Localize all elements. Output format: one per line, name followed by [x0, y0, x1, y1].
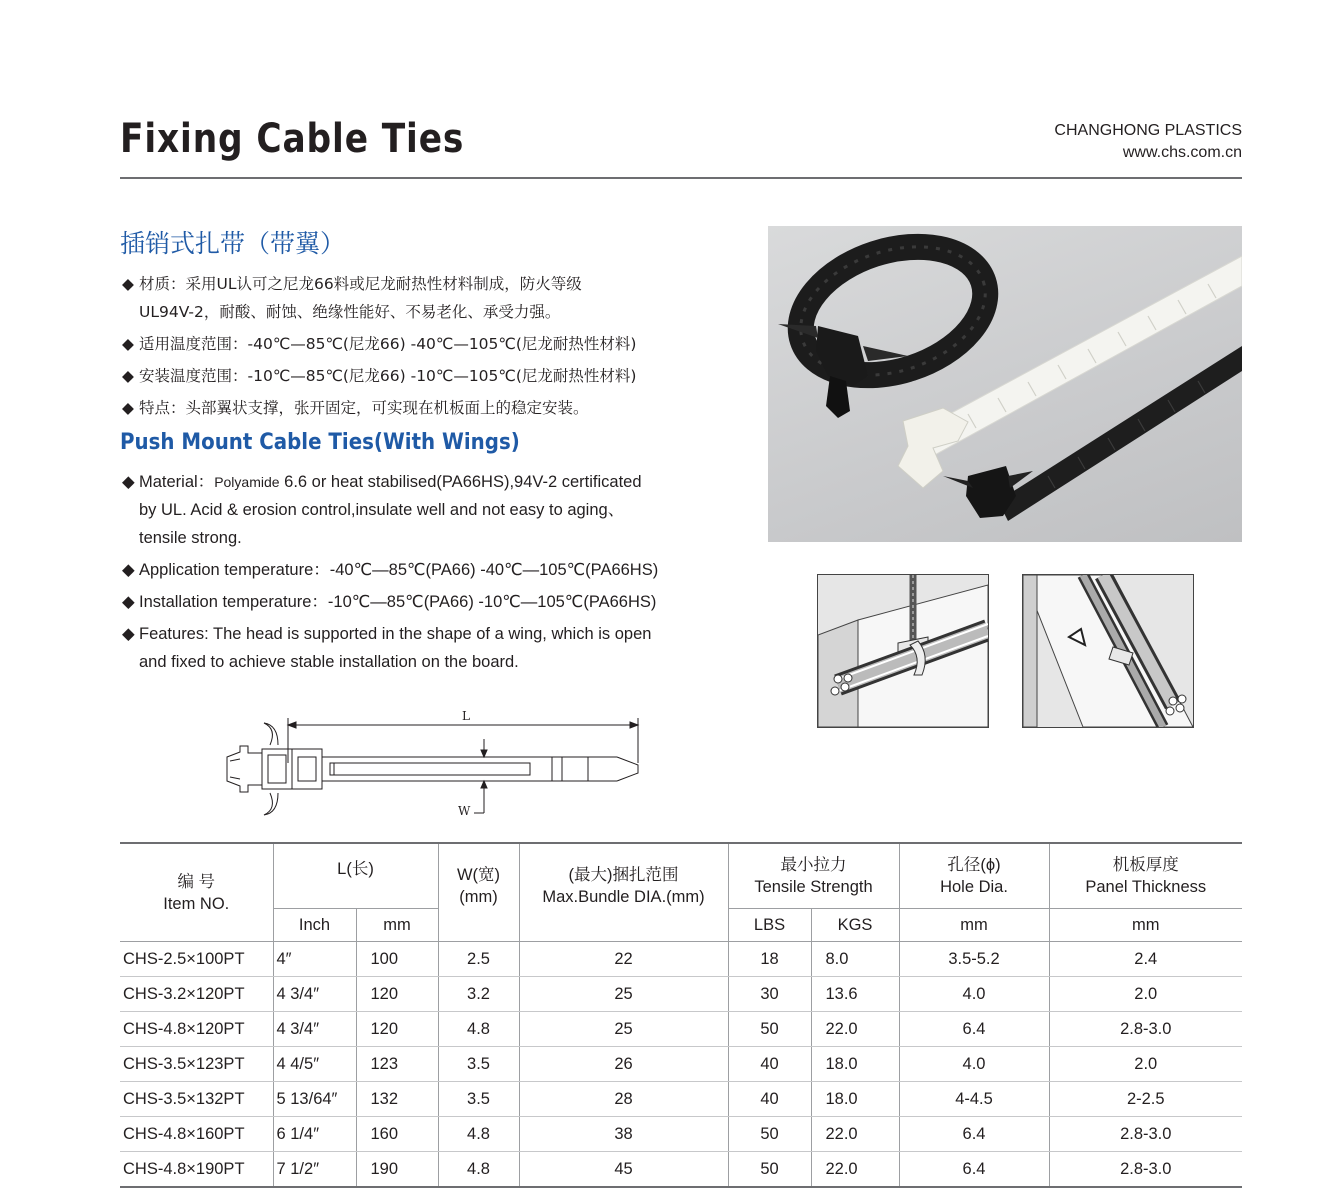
cell-hole: 3.5-5.2 — [899, 942, 1049, 977]
cell-bundle: 38 — [519, 1117, 728, 1152]
cell-hole: 4.0 — [899, 977, 1049, 1012]
cell-hole: 4-4.5 — [899, 1082, 1049, 1117]
cell-inch: 4 4/5″ — [273, 1047, 356, 1082]
material-label: Material： — [139, 473, 215, 491]
cell-item-no: CHS-3.5×123PT — [120, 1047, 273, 1082]
cell-mm: 190 — [356, 1152, 438, 1188]
spec-table-body — [120, 942, 1242, 1188]
cn-item-application-temp — [122, 330, 742, 358]
cell-width: 3.5 — [438, 1047, 519, 1082]
header-text: Tensile Strength — [754, 878, 873, 896]
header-width — [438, 843, 519, 942]
header-hole — [899, 843, 1049, 909]
material-small: Polyamide — [214, 474, 280, 490]
installation-illustration-side — [1022, 574, 1194, 728]
cell-bundle: 25 — [519, 977, 728, 1012]
cell-kgs: 13.6 — [811, 977, 899, 1012]
cell-mm: 160 — [356, 1117, 438, 1152]
cell-inch: 7 1/2″ — [273, 1152, 356, 1188]
cell-mm: 120 — [356, 977, 438, 1012]
cell-item-no: CHS-4.8×160PT — [120, 1117, 273, 1152]
cell-width: 3.5 — [438, 1082, 519, 1117]
cell-panel: 2.0 — [1049, 977, 1242, 1012]
table-row — [120, 942, 1242, 977]
cn-item-text: UL94V-2，耐酸、耐蚀、绝缘性能好、不易老化、承受力强。 — [139, 303, 561, 321]
header-text: 最小拉力 — [780, 856, 847, 874]
header-text: Panel Thickness — [1085, 878, 1207, 896]
length-label: L — [462, 709, 470, 723]
cell-item-no: CHS-3.2×120PT — [120, 977, 273, 1012]
cell-inch: 4 3/4″ — [273, 977, 356, 1012]
en-heading: Push Mount Cable Ties(With Wings) — [120, 430, 520, 455]
installation-side-drawing — [1023, 575, 1193, 727]
page-title: Fixing Cable Ties — [120, 116, 465, 162]
cell-panel: 2.8-3.0 — [1049, 1117, 1242, 1152]
cell-mm: 120 — [356, 1012, 438, 1047]
cell-panel: 2.8-3.0 — [1049, 1152, 1242, 1188]
cn-heading: 插销式扎带（带翼） — [120, 229, 346, 258]
cell-lbs: 50 — [728, 1117, 811, 1152]
header-item-no — [120, 843, 273, 942]
diamond-bullet-icon: ◆ — [122, 399, 134, 417]
cn-item-text: 特点：头部翼状支撑，张开固定，可实现在机板面上的稳定安装。 — [139, 399, 589, 417]
cell-width: 3.2 — [438, 977, 519, 1012]
cell-hole: 4.0 — [899, 1047, 1049, 1082]
cell-kgs: 22.0 — [811, 1152, 899, 1188]
en-item-application-temp — [122, 556, 752, 584]
cell-item-no: CHS-2.5×100PT — [120, 942, 273, 977]
diamond-bullet-icon: ◆ — [122, 473, 135, 491]
cell-bundle: 25 — [519, 1012, 728, 1047]
header-text: Hole Dia. — [940, 878, 1008, 896]
header-text: 机板厚度 — [1112, 856, 1179, 874]
table-row — [120, 1152, 1242, 1188]
cell-kgs: 18.0 — [811, 1047, 899, 1082]
cell-kgs: 22.0 — [811, 1012, 899, 1047]
website: www.chs.com.cn — [1122, 144, 1242, 161]
cell-bundle: 22 — [519, 942, 728, 977]
table-row — [120, 977, 1242, 1012]
cell-inch: 4 3/4″ — [273, 1012, 356, 1047]
en-item-text: and fixed to achieve stable installation on the board. — [139, 653, 519, 671]
cell-panel: 2.8-3.0 — [1049, 1012, 1242, 1047]
cn-item-material — [122, 270, 742, 326]
en-feature-list — [122, 468, 752, 680]
cell-lbs: 50 — [728, 1012, 811, 1047]
table-row — [120, 1012, 1242, 1047]
en-item-text — [139, 468, 752, 496]
header-text: (最大)捆扎范围 — [568, 866, 679, 884]
width-label: W — [458, 804, 471, 818]
cn-item-text: 材质：采用UL认可之尼龙66料或尼龙耐热性材料制成，防火等级 — [139, 275, 582, 293]
material-rest: 6.6 or heat stabilised(PA66HS),94V-2 certificated — [279, 473, 642, 491]
header-divider — [120, 177, 1242, 179]
cell-width: 4.8 — [438, 1012, 519, 1047]
header-tensile — [728, 843, 899, 909]
header-lbs: LBS — [728, 909, 811, 942]
header-text: 孔径(ϕ) — [947, 856, 1001, 874]
cell-lbs: 40 — [728, 1047, 811, 1082]
cell-item-no: CHS-4.8×190PT — [120, 1152, 273, 1188]
cell-mm: 100 — [356, 942, 438, 977]
cell-lbs: 30 — [728, 977, 811, 1012]
header-text: Max.Bundle DIA.(mm) — [542, 888, 705, 906]
diamond-bullet-icon: ◆ — [122, 367, 134, 385]
en-item-text: Installation temperature：-10℃—85℃(PA66) -10℃—105℃(PA66HS) — [139, 593, 657, 611]
cell-inch: 6 1/4″ — [273, 1117, 356, 1152]
cn-feature-list — [122, 270, 742, 426]
installation-illustration-front — [817, 574, 989, 728]
diamond-bullet-icon: ◆ — [122, 593, 135, 611]
en-item-text: by UL. Acid & erosion control,insulate well and not easy to aging、 — [139, 501, 625, 519]
cell-mm: 132 — [356, 1082, 438, 1117]
cell-panel: 2-2.5 — [1049, 1082, 1242, 1117]
cable-ties-illustration — [768, 226, 1242, 542]
header-panel-unit: mm — [1049, 909, 1242, 942]
product-photo — [768, 226, 1242, 542]
cable-tie-dimension-drawing — [222, 705, 642, 823]
cell-lbs: 50 — [728, 1152, 811, 1188]
cn-item-features — [122, 394, 742, 422]
cell-item-no: CHS-3.5×132PT — [120, 1082, 273, 1117]
cn-item-install-temp — [122, 362, 742, 390]
header-mm: mm — [356, 909, 438, 942]
cell-panel: 2.4 — [1049, 942, 1242, 977]
header-inch: Inch — [273, 909, 356, 942]
diamond-bullet-icon: ◆ — [122, 625, 135, 643]
cell-kgs: 18.0 — [811, 1082, 899, 1117]
cell-item-no: CHS-4.8×120PT — [120, 1012, 273, 1047]
cell-kgs: 8.0 — [811, 942, 899, 977]
header-bundle — [519, 843, 728, 942]
cell-bundle: 26 — [519, 1047, 728, 1082]
header-length: L(长) — [273, 843, 438, 909]
cn-item-text: 安装温度范围：-10℃—85℃(尼龙66) -10℃—105℃(尼龙耐热性材料) — [139, 367, 637, 385]
en-item-text: tensile strong. — [139, 529, 242, 547]
cn-item-text: 适用温度范围：-40℃—85℃(尼龙66) -40℃—105℃(尼龙耐热性材料) — [139, 335, 637, 353]
cell-hole: 6.4 — [899, 1152, 1049, 1188]
cell-bundle: 28 — [519, 1082, 728, 1117]
cell-bundle: 45 — [519, 1152, 728, 1188]
header-text: Item NO. — [163, 894, 230, 913]
header-hole-unit: mm — [899, 909, 1049, 942]
cell-lbs: 40 — [728, 1082, 811, 1117]
cell-kgs: 22.0 — [811, 1117, 899, 1152]
header-text: W(宽) — [456, 866, 501, 884]
cell-inch: 4″ — [273, 942, 356, 977]
table-row — [120, 1047, 1242, 1082]
installation-front-drawing — [818, 575, 988, 727]
cell-width: 4.8 — [438, 1117, 519, 1152]
diamond-bullet-icon: ◆ — [122, 335, 134, 353]
cell-width: 4.8 — [438, 1152, 519, 1188]
cell-inch: 5 13/64″ — [273, 1082, 356, 1117]
en-item-text: Application temperature：-40℃—85℃(PA66) -40℃—105℃(PA66HS) — [139, 561, 659, 579]
header-panel — [1049, 843, 1242, 909]
cell-lbs: 18 — [728, 942, 811, 977]
diamond-bullet-icon: ◆ — [122, 275, 134, 293]
cell-panel: 2.0 — [1049, 1047, 1242, 1082]
header-text: 编 号 — [177, 872, 216, 891]
table-header-row — [120, 843, 1242, 909]
dimension-drawing-svg — [222, 705, 642, 823]
cell-hole: 6.4 — [899, 1117, 1049, 1152]
en-item-text: Features: The head is supported in the shape of a wing, which is open — [139, 625, 652, 643]
spec-table — [120, 842, 1242, 1188]
cell-mm: 123 — [356, 1047, 438, 1082]
header-text: (mm) — [459, 888, 498, 906]
diamond-bullet-icon: ◆ — [122, 561, 135, 579]
cell-width: 2.5 — [438, 942, 519, 977]
table-row — [120, 1082, 1242, 1117]
en-item-install-temp — [122, 588, 752, 616]
cell-hole: 6.4 — [899, 1012, 1049, 1047]
header-kgs: KGS — [811, 909, 899, 942]
en-item-material — [122, 468, 752, 552]
table-row — [120, 1117, 1242, 1152]
en-item-features — [122, 620, 752, 676]
company-name: CHANGHONG PLASTICS — [1054, 122, 1242, 139]
brand-block — [1054, 120, 1242, 164]
